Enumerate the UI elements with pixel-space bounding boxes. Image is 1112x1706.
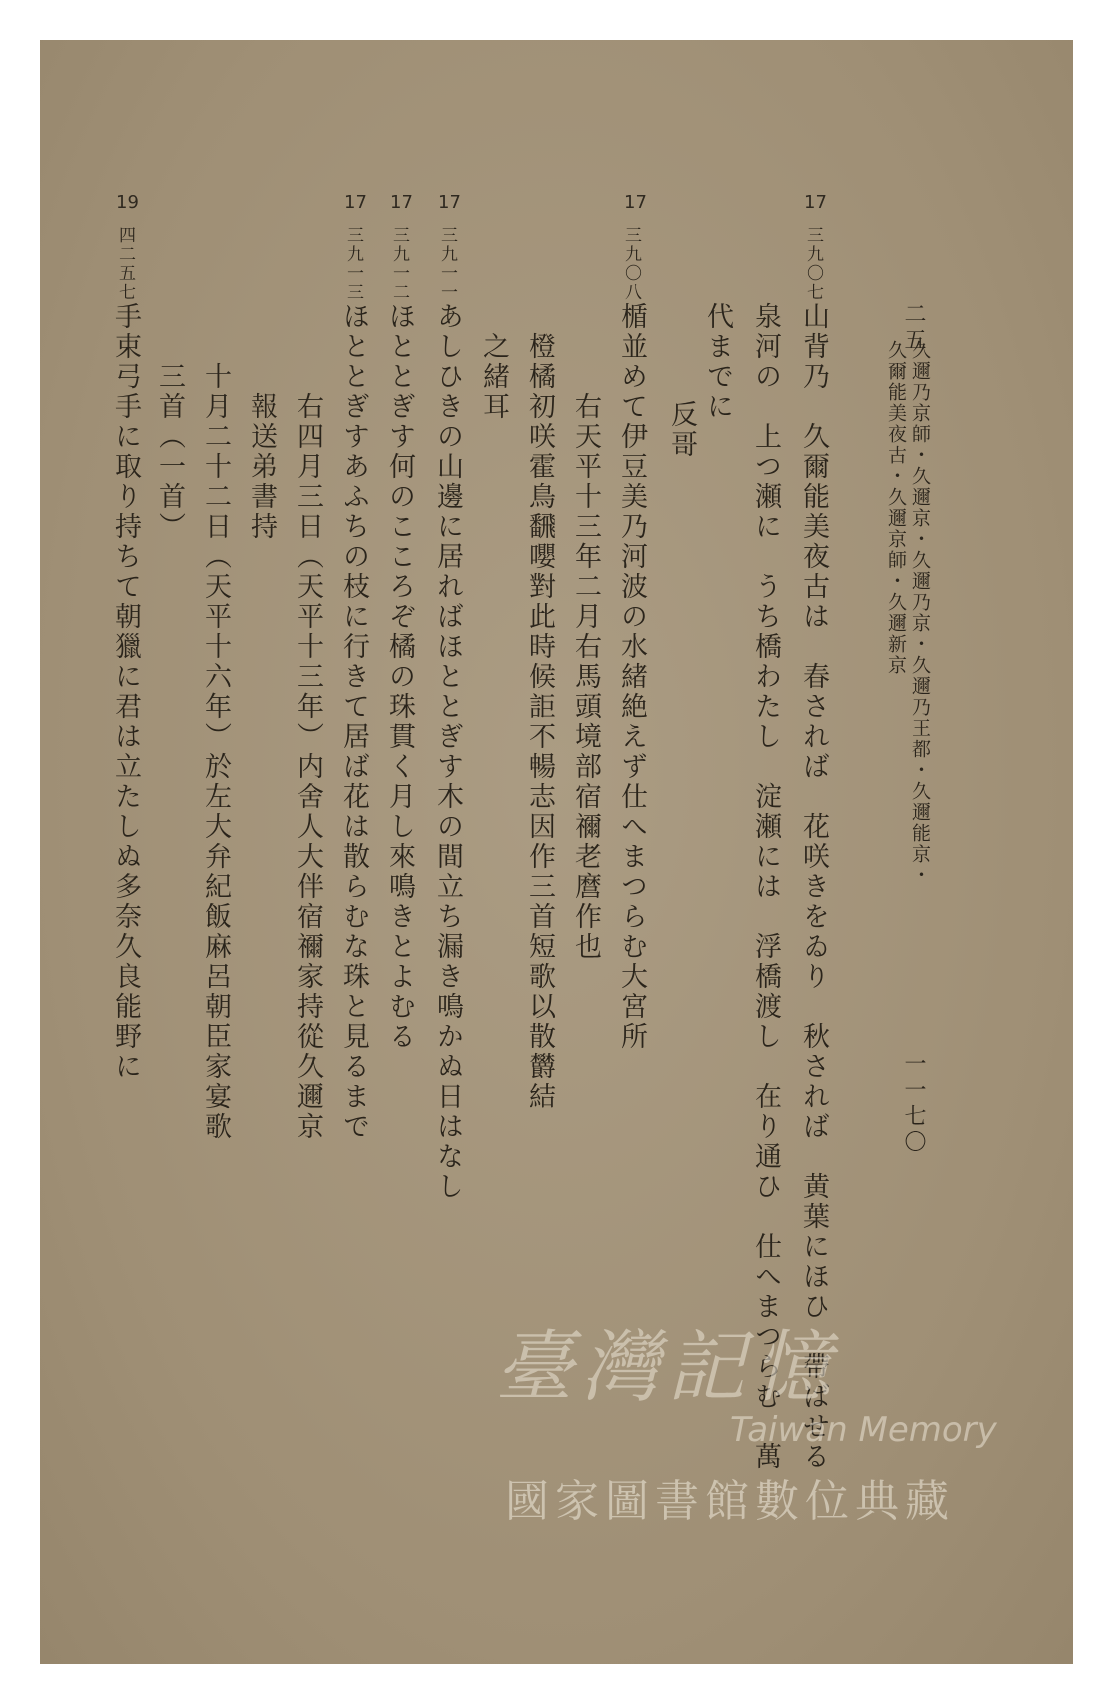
section-heading: 反哥: [666, 340, 697, 460]
poem-number: 四二五七: [115, 226, 135, 302]
poem-text: あしひきの山邊に居ればほととぎす木の間立ち漏き鳴かぬ日はなし: [432, 302, 463, 1202]
poem-text: 泉河の 上つ瀬に うち橋わたし 淀瀬には 浮橋渡し 在り通ひ 仕へまつらむ 萬: [750, 302, 781, 1472]
poem-text: 代までに: [702, 302, 733, 422]
preface-text: 之緒耳: [478, 302, 509, 422]
poem-number: 三九〇七: [803, 226, 823, 302]
poem-number: 三九一一: [437, 226, 457, 302]
watermark-calligraphy: 臺灣記憶: [495, 1323, 840, 1413]
annotation-text: 右天平十三年二月右馬頭境部宿禰老麿作也: [570, 302, 601, 962]
watermark-english: Taiwan Memory: [730, 1410, 997, 1450]
page-section: 二五: [901, 302, 926, 354]
poem-text: 山背乃 久爾能美夜古は 春されば 花咲きをゐり 秋されば 黄葉にほひ 帶ばせる: [798, 302, 829, 1472]
book-page: [40, 40, 1073, 1664]
poem-number: 三九一二: [389, 226, 409, 302]
annotation-text: 右四月三日（天平十三年）内舍人大伴宿禰家持從久邇京: [292, 302, 323, 1142]
heading-text: 三首（一首）: [154, 302, 185, 542]
volume-number: 17: [344, 192, 367, 213]
poem-text: ほととぎすあふちの枝に行きて居ば花は散らむな珠と見るまで: [338, 302, 369, 1142]
poem-text: 手束弓手に取り持ちて朝獵に君は立たしぬ多奈久良能野に: [110, 302, 141, 1082]
poem-text: ほととぎす何のこころぞ橘の珠貫く月し來鳴きとよむる: [384, 302, 415, 1052]
page-number: 一一七〇: [901, 1052, 926, 1156]
watermark-chinese: 國家圖書館數位典藏: [505, 1476, 955, 1527]
volume-number: 17: [390, 192, 413, 213]
poem-number: 三九一三: [343, 226, 363, 302]
header-note-line2: 久爾能美夜古・久邇京師・久邇新京: [885, 340, 907, 676]
poem-text: 楯並めて伊豆美乃河波の水緒絶えず仕へまつらむ大宮所: [616, 302, 647, 1052]
annotation-text: 報送弟書持: [246, 302, 277, 542]
volume-number: 17: [624, 192, 647, 213]
preface-text: 橙橘初咲霍鳥飜嚶對此時候詎不暢志因作三首短歌以散欝結: [524, 302, 555, 1112]
volume-number: 17: [804, 192, 827, 213]
poem-number: 三九〇八: [621, 226, 641, 302]
header-note-line1: 久邇乃京師・久邇京・久邇乃京・久邇乃王都・久邇能京・: [909, 340, 931, 886]
heading-text: 十月二十二日（天平十六年）於左大弁紀飯麻呂朝臣家宴歌: [200, 302, 231, 1142]
volume-number: 17: [438, 192, 461, 213]
volume-number: 19: [116, 192, 139, 213]
